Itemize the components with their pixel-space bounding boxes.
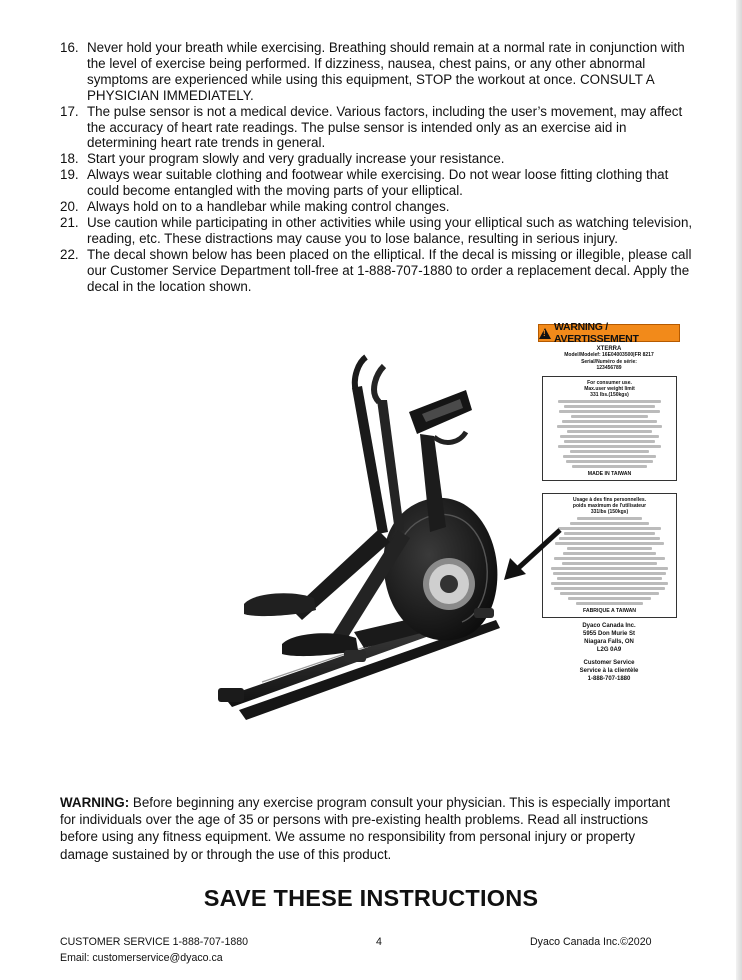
decal-fine-print xyxy=(551,567,667,570)
decal-en-made-in: MADE IN TAIWAN xyxy=(587,470,632,477)
footer-customer-service: CUSTOMER SERVICE 1-888-707-1880 xyxy=(60,936,249,948)
decal-fine-print xyxy=(560,592,658,595)
decal-en-weight-label: Max.user weight limit xyxy=(584,385,635,392)
decal-fine-print xyxy=(558,445,661,448)
decal-fine-print xyxy=(554,587,665,590)
decal-fine-print xyxy=(559,537,660,540)
decal-fine-print xyxy=(560,435,658,438)
decal-fine-print xyxy=(553,572,667,575)
decal-fine-print xyxy=(554,557,665,560)
decal-brand: XTERRA xyxy=(596,346,622,352)
instruction-number: 19. xyxy=(60,167,79,183)
warning-triangle-icon xyxy=(539,328,551,339)
decal-fine-print xyxy=(562,420,657,423)
footer-copyright: Dyaco Canada Inc.©2020 xyxy=(530,936,652,948)
decal-address-line: 5955 Don Murie St xyxy=(582,630,635,637)
decal-fine-print xyxy=(570,522,650,525)
footer-email: Email: customerservice@dyaco.ca xyxy=(60,952,223,964)
decal-fine-print xyxy=(572,465,647,468)
decal-fine-print xyxy=(563,552,656,555)
decal-fine-print xyxy=(563,455,656,458)
decal-english-box xyxy=(542,376,677,481)
instruction-text: Use caution while participating in other activities while using your elliptical such as watching television, reading, etc. These distractions may cause you to lose balance, resulting in serious injury. xyxy=(87,214,693,246)
decal-fr-weight: 331lbs (150kgs) xyxy=(590,508,629,515)
decal-model: Model/Modelef: 16E04003500|FR 8217 xyxy=(564,352,654,358)
decal-company-name: Dyaco Canada Inc. xyxy=(582,622,636,629)
decal-fine-print xyxy=(555,542,663,545)
decal-fine-print xyxy=(568,597,651,600)
decal-company xyxy=(538,622,680,654)
decal-address-line: Niagara Falls, ON xyxy=(584,638,634,645)
instruction-item xyxy=(60,104,700,152)
decal-fine-print xyxy=(567,430,652,433)
instruction-text: Start your program slowly and very gradually increase your resistance. xyxy=(87,151,505,167)
safety-instructions-list xyxy=(60,40,700,295)
decal-fine-print xyxy=(567,547,652,550)
decal-serial-label: Serial/Numéro de série: xyxy=(581,358,637,365)
decal-fine-print xyxy=(558,527,661,530)
instruction-number: 17. xyxy=(60,103,79,119)
decal-en-weight: 331 lbs.(150kgs) xyxy=(590,391,629,398)
instruction-text: Always hold on to a handlebar while making control changes. xyxy=(87,199,450,215)
general-warning xyxy=(60,794,685,863)
decal-fine-print xyxy=(551,582,667,585)
elliptical-machine-illustration xyxy=(184,352,524,722)
page-edge xyxy=(736,0,742,980)
instruction-number: 20. xyxy=(60,199,79,215)
decal-customer-service xyxy=(538,659,680,683)
instruction-item xyxy=(60,215,700,247)
decal-fine-print xyxy=(558,400,661,403)
decal-fine-print xyxy=(570,450,650,453)
decal-fr-heading: Usage à des fins personnelles. xyxy=(572,496,647,503)
instruction-number: 22. xyxy=(60,246,79,262)
decal-fine-print xyxy=(564,440,654,443)
decal-warning-banner xyxy=(538,321,680,345)
instruction-number: 21. xyxy=(60,214,79,230)
decal-service-phone: 1-888-707-1880 xyxy=(587,675,631,682)
decal-fine-print xyxy=(562,562,657,565)
decal-fr-made-in: FABRIQUE A TAIWAN xyxy=(582,607,637,614)
decal-fine-print xyxy=(577,517,642,520)
decal-fine-print xyxy=(576,602,643,605)
instruction-text: Never hold your breath while exercising. Breathing should remain at a normal rate in conjunction with the level of exercise being performed. If dizziness, nausea, chest pains, or any other abnormal symptoms are experienced while using this equipment, STOP the workout at once. CONSULT A PHYSICIAN IMMEDIATELY. xyxy=(87,40,685,103)
decal-service-fr: Service à la clientèle xyxy=(579,667,639,674)
decal-fine-print xyxy=(557,425,663,428)
instruction-item xyxy=(60,167,700,199)
instruction-item xyxy=(60,199,700,215)
decal-fine-print xyxy=(564,405,654,408)
warning-label: WARNING: xyxy=(60,795,130,810)
warning-text: Before beginning any exercise program consult your physician. This is especially important for individuals over the age of 35 or persons with pre-existing health problems. Read all instructions before using any fitness equipment. We assume no responsibility from personal injury or property damage sustained by or through the use of this product. xyxy=(60,795,671,862)
instruction-number: 18. xyxy=(60,151,79,167)
instruction-text: The decal shown below has been placed on the elliptical. If the decal is missing or illegible, please call our Customer Service Department toll-free at 1-888-707-1880 to order a replacement decal. Apply the decal in the location shown. xyxy=(87,246,692,294)
decal-fine-print xyxy=(564,532,654,535)
instruction-item xyxy=(60,247,700,295)
instruction-text: The pulse sensor is not a medical device. Various factors, including the user’s movement, may affect the accuracy of heart rate readings. The pulse sensor is intended only as an exercise aid in determining heart rate trends in general. xyxy=(87,103,683,151)
save-instructions-heading: SAVE THESE INSTRUCTIONS xyxy=(203,885,539,911)
decal-location-arrow-icon xyxy=(500,524,566,584)
decal-banner-text: WARNING / AVERTISSEMENT xyxy=(554,321,639,345)
decal-fine-print xyxy=(559,410,660,413)
instruction-item xyxy=(60,151,700,167)
decal-fr-weight-label: poids maximum de l'utilisateur xyxy=(572,502,647,509)
decal-en-heading: For consumer use. xyxy=(587,379,632,386)
decal-serial-value: 123456789 xyxy=(596,365,622,371)
page-number: 4 xyxy=(376,936,382,948)
decal-service-en: Customer Service xyxy=(583,659,635,666)
decal-fine-print xyxy=(571,415,648,418)
instruction-number: 16. xyxy=(60,40,79,55)
decal-fine-print xyxy=(566,460,654,463)
decal-postal-code: L2G 0A9 xyxy=(596,646,622,653)
decal-fine-print xyxy=(557,577,663,580)
instruction-item xyxy=(60,40,700,104)
instruction-text: Always wear suitable clothing and footwear while exercising. Do not wear loose fitting clothing that could become entangled with the moving parts of your elliptical. xyxy=(87,167,669,199)
